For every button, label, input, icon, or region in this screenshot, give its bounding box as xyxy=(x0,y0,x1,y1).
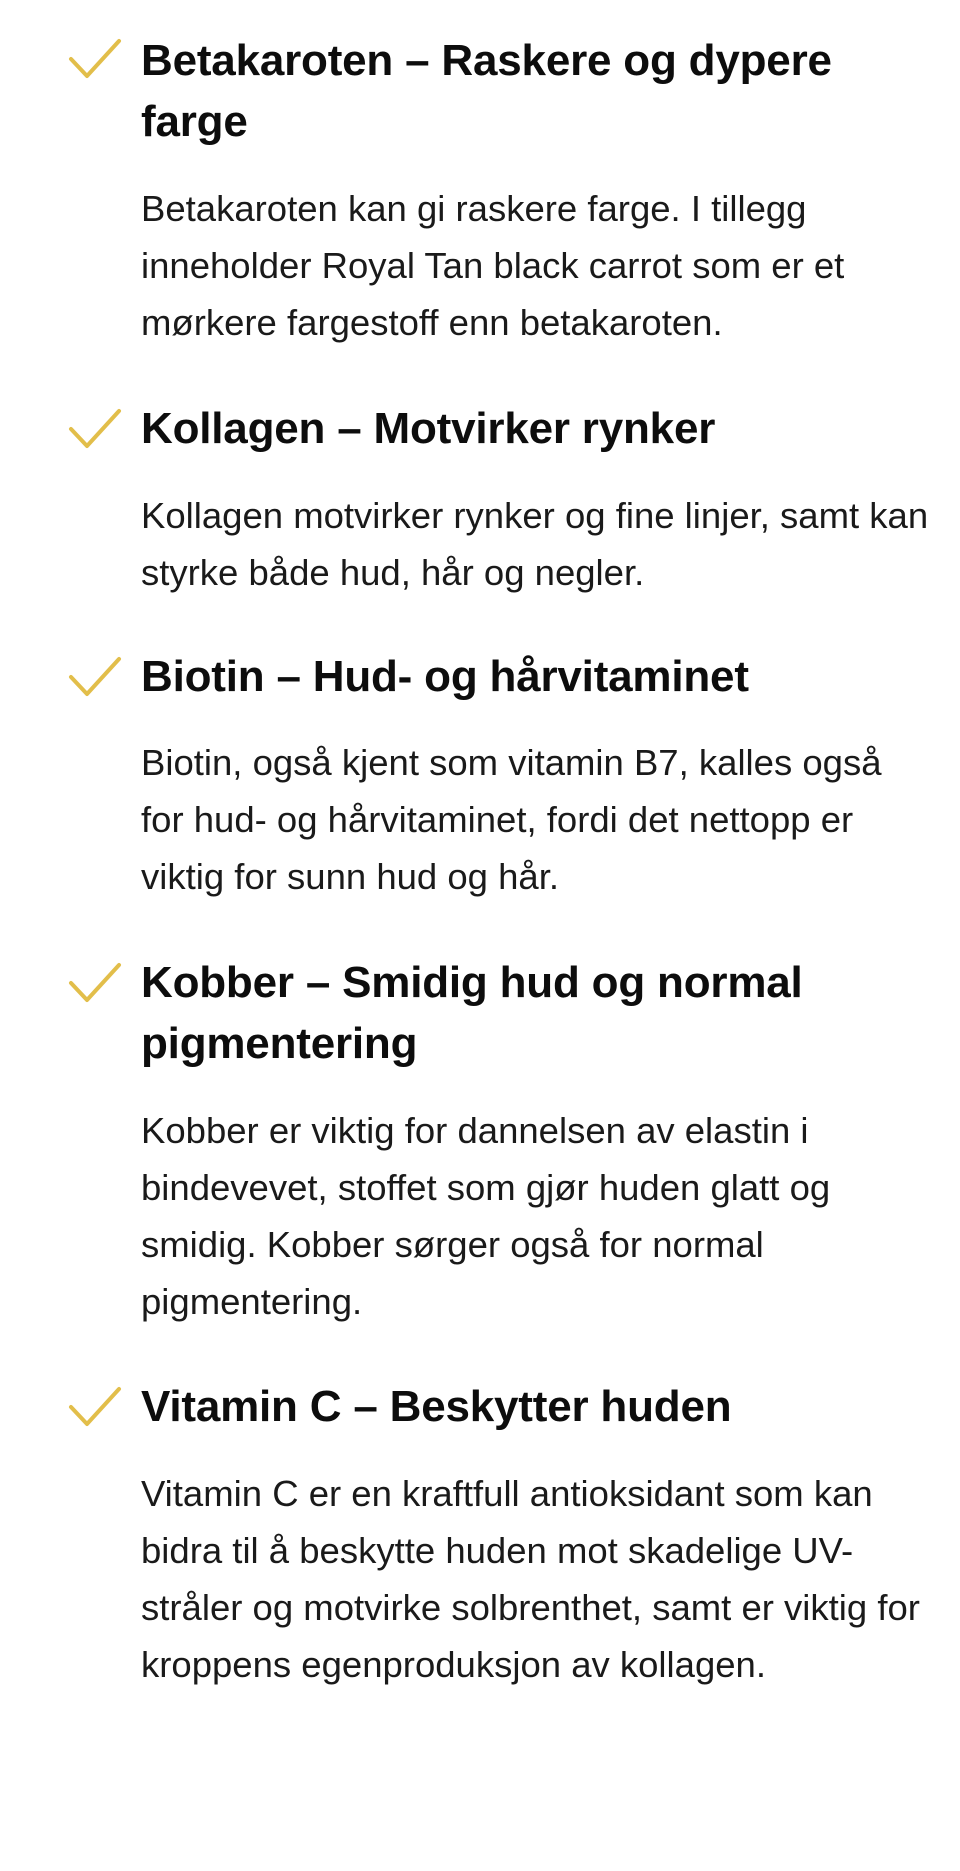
checkmark-icon xyxy=(68,1386,122,1428)
benefit-description: Kobber er viktig for dannelsen av elastin i bindevevet, stoffet som gjør huden glatt og smidig. Kobber sørger også for normal pigmentering. xyxy=(141,1110,831,1322)
benefit-description: Biotin, også kjent som vitamin B7, kalles også for hud- og hårvitaminet, fordi det nettopp er viktig for sunn hud og hår. xyxy=(141,742,882,897)
checkmark-icon xyxy=(68,962,122,1004)
benefit-title: Betakaroten – Raskere og dypere farge xyxy=(141,36,832,146)
benefit-title: Vitamin C – Beskytter huden xyxy=(141,1382,732,1431)
benefit-title: Kobber – Smidig hud og normal pigmentering xyxy=(141,958,803,1068)
checkmark-icon xyxy=(68,38,122,80)
benefit-title: Biotin – Hud- og hårvitaminet xyxy=(141,652,749,701)
benefit-description: Vitamin C er en kraftfull antioksidant som kan bidra til å beskytte huden mot skadelige UV-stråler og motvirke solbrenthet, samt er viktig for kroppens egenproduksjon av kollagen. xyxy=(141,1473,920,1685)
benefit-title: Kollagen – Motvirker rynker xyxy=(141,404,716,453)
checkmark-icon xyxy=(68,408,122,450)
checkmark-icon xyxy=(68,656,122,698)
benefit-description: Betakaroten kan gi raskere farge. I tillegg inneholder Royal Tan black carrot som er et mørkere fargestoff enn betakaroten. xyxy=(141,188,845,343)
benefit-description: Kollagen motvirker rynker og fine linjer, samt kan styrke både hud, hår og negler. xyxy=(141,495,929,593)
